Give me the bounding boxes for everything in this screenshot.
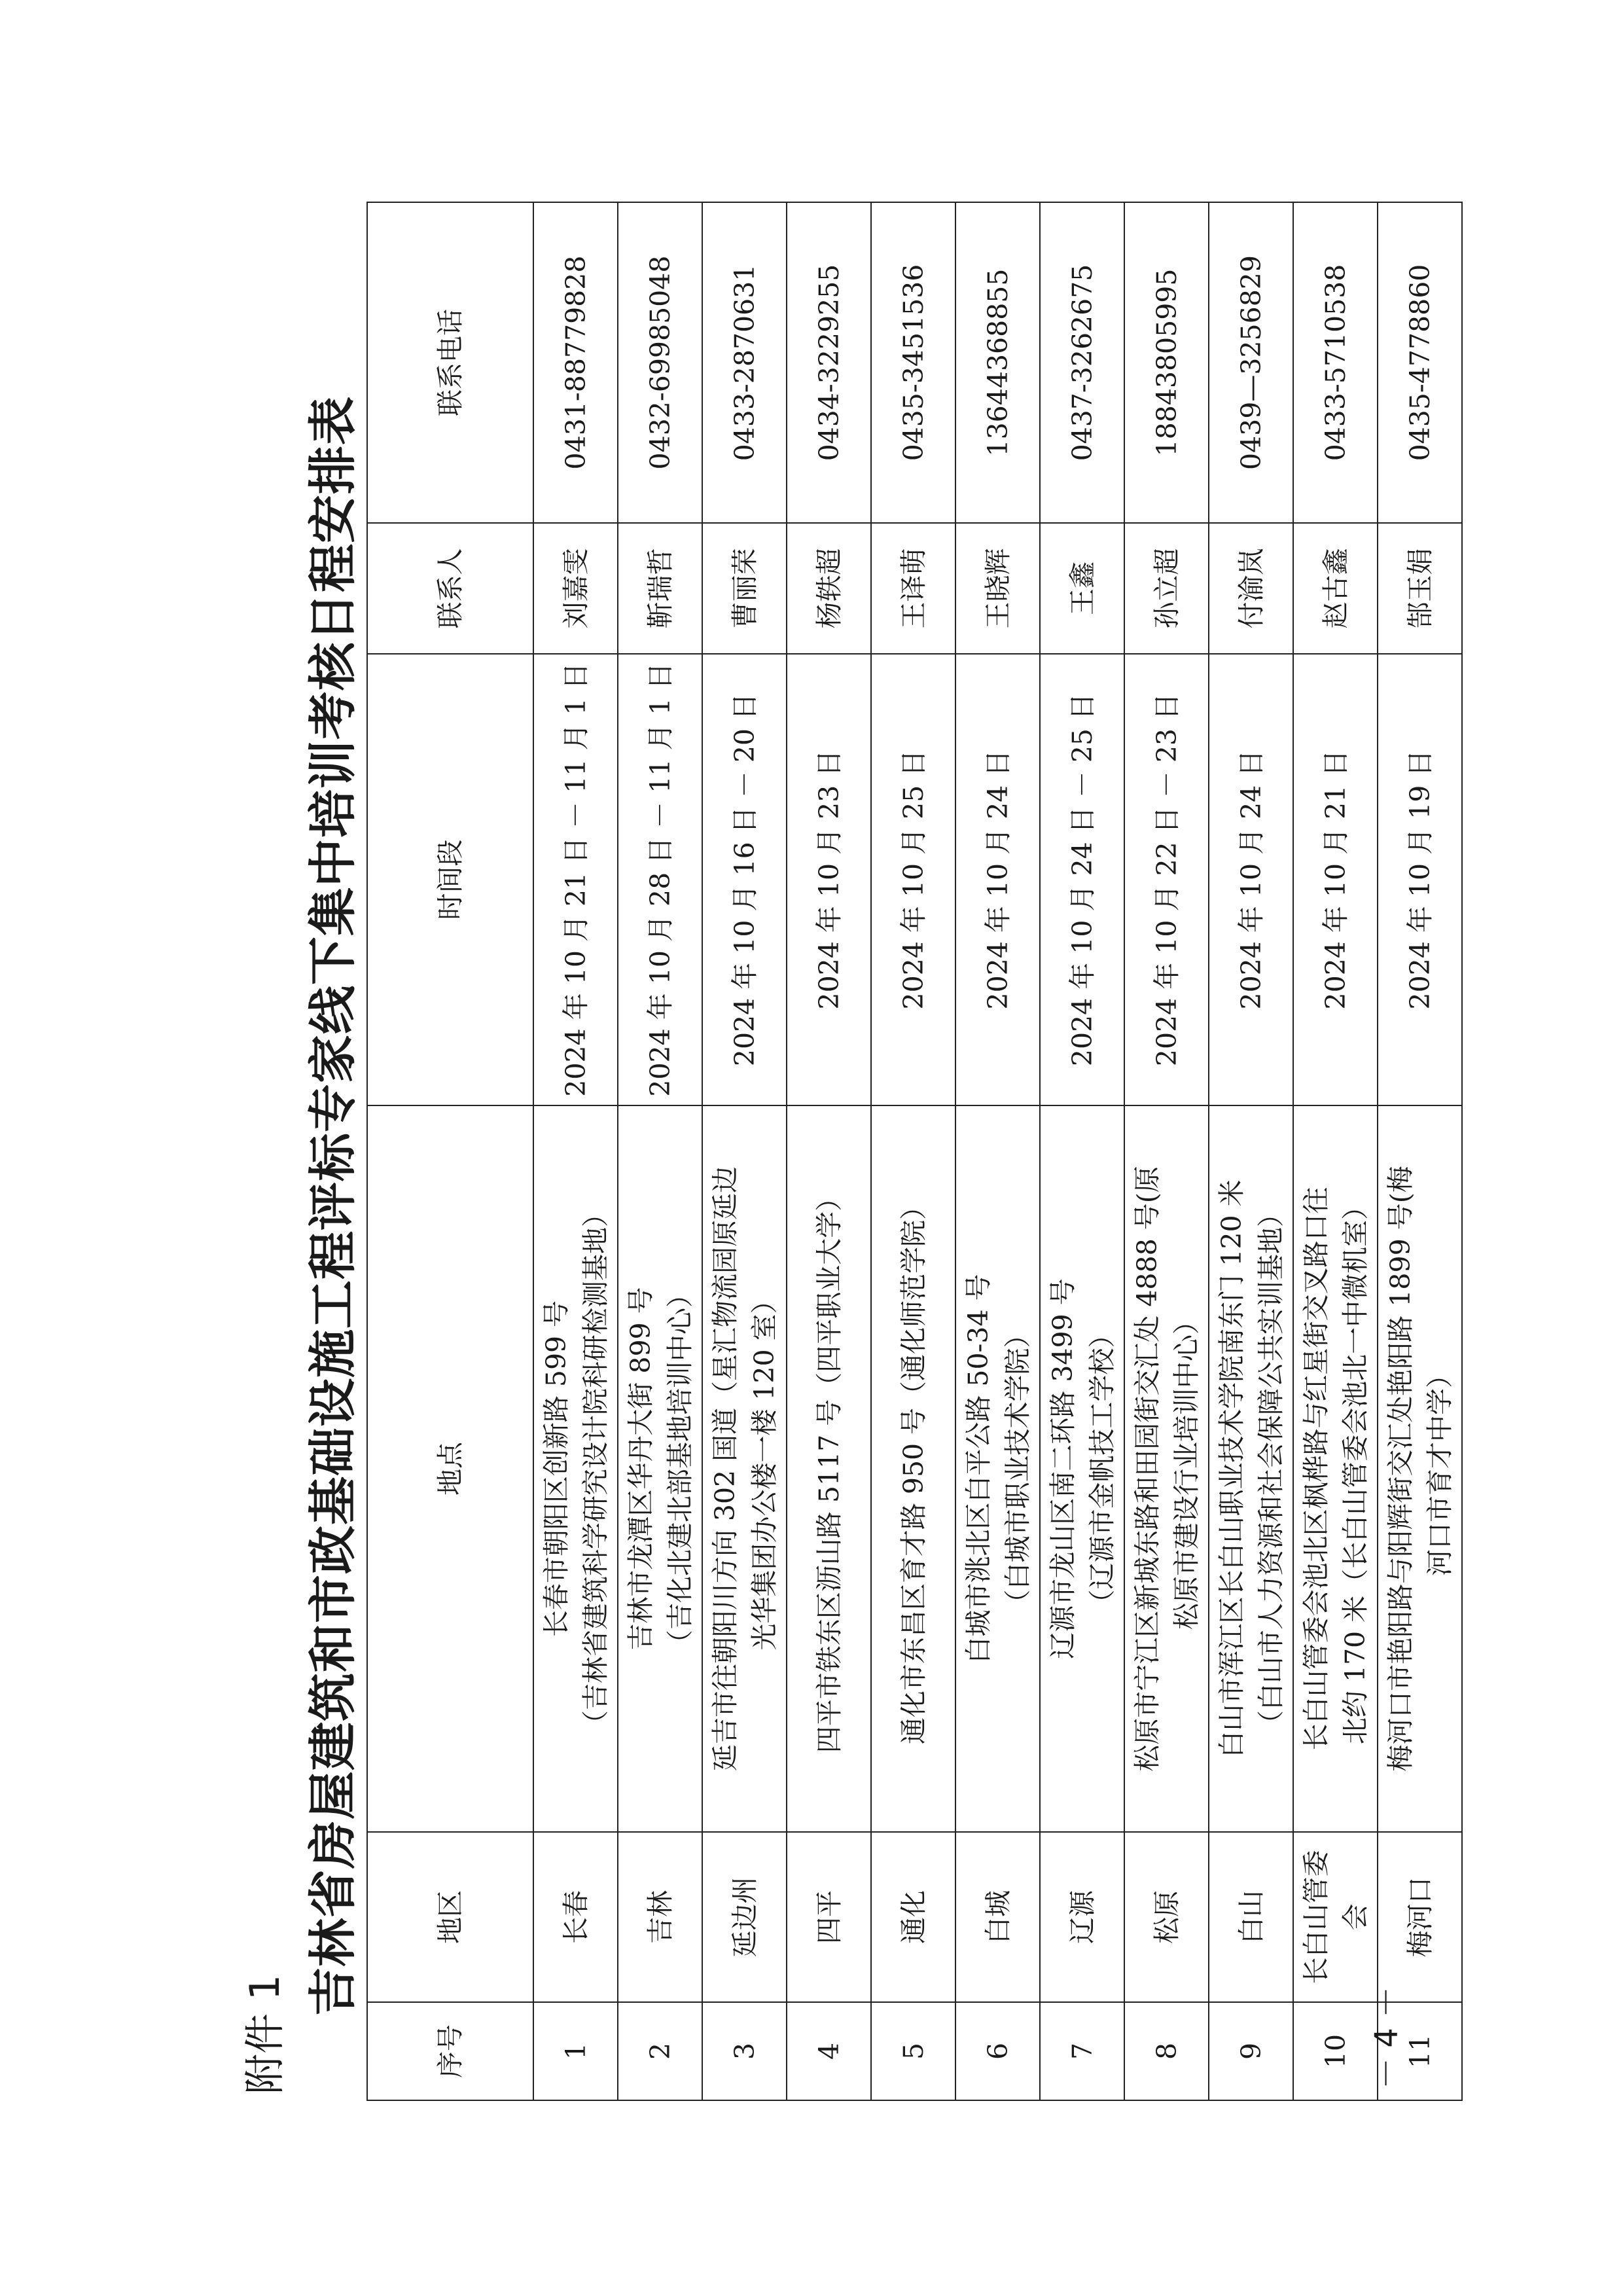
location-line-1: 梅河口市艳阳路与阳辉街交汇处艳阳路 1899 号(梅: [1384, 1166, 1416, 1772]
table-row: [1209, 202, 1293, 2100]
row-time: 2024 年 10 月 28 日 － 11 月 1 日: [618, 654, 702, 1105]
location-line-1: 长白山管委会池北区枫桦路与红星街交叉路口往: [1300, 1187, 1332, 1751]
table-row: [871, 202, 955, 2100]
row-contact: 赵古鑫: [1293, 523, 1378, 654]
header-index: 序号: [367, 2002, 533, 2100]
row-region: 辽源: [1040, 1832, 1124, 2002]
row-phone: 0433-2870631: [702, 202, 787, 523]
row-phone: 0435-4778860: [1378, 202, 1462, 523]
row-location: [1040, 1105, 1124, 1832]
row-phone: 0435-3451536: [871, 202, 955, 523]
page-number: － 4 －: [1368, 1986, 1405, 2089]
row-index: 1: [533, 2002, 618, 2100]
table-row: [702, 202, 787, 2100]
row-time: 2024 年 10 月 16 日 － 20 日: [702, 654, 787, 1105]
row-index: 6: [955, 2002, 1040, 2100]
row-phone: 13644368855: [955, 202, 1040, 523]
location-line-2: 河口市育才中学）: [1423, 1361, 1455, 1576]
row-location: [787, 1105, 871, 1832]
table-header-row: [367, 202, 533, 2100]
row-region: 长白山管委会: [1293, 1832, 1378, 2002]
header-contact: 联系人: [367, 523, 533, 654]
location-line-1: 长春市朝阳区创新路 599 号: [540, 1300, 572, 1638]
table-row: [1293, 202, 1378, 2100]
schedule-table: [366, 202, 1463, 2101]
location-line-2: （辽源市金帆技工学校）: [1086, 1321, 1118, 1617]
location-line-1: 通化市东昌区育才路 950 号（通化师范学院）: [897, 1193, 929, 1745]
row-location: [618, 1105, 702, 1832]
row-index: 7: [1040, 2002, 1124, 2100]
row-location: [702, 1105, 787, 1832]
row-index: 3: [702, 2002, 787, 2100]
row-contact: 付渝岚: [1209, 523, 1293, 654]
row-location: [533, 1105, 618, 1832]
table-row: [1040, 202, 1124, 2100]
row-contact: 王鑫: [1040, 523, 1124, 654]
row-phone: 0439—3256829: [1209, 202, 1293, 523]
table-row: [1378, 202, 1462, 2100]
location-line-1: 吉林市龙潭区华丹大街 899 号: [624, 1287, 656, 1651]
table-row: [533, 202, 618, 2100]
row-time: 2024 年 10 月 24 日 － 25 日: [1040, 654, 1124, 1105]
row-index: 5: [871, 2002, 955, 2100]
document-title: 吉林省房屋建筑和市政基础设施工程评标专家线下集中培训考核日程安排表: [305, 396, 361, 2016]
row-time: 2024 年 10 月 19 日: [1378, 654, 1462, 1105]
location-line-1: 辽源市龙山区南二环路 3499 号: [1046, 1278, 1079, 1659]
row-contact: 杨轶超: [787, 523, 871, 654]
table-row: [618, 202, 702, 2100]
row-time: 2024 年 10 月 24 日: [955, 654, 1040, 1105]
row-phone: 18843805995: [1124, 202, 1209, 523]
location-line-1: 松原市宁江区新城东路和田园街交汇处 4888 号(原: [1131, 1166, 1163, 1772]
location-line-2: 光华集团办公楼一楼 120 室）: [748, 1287, 780, 1651]
row-time: 2024 年 10 月 25 日: [871, 654, 955, 1105]
row-time: 2024 年 10 月 22 日 － 23 日: [1124, 654, 1209, 1105]
row-phone: 0433-5710538: [1293, 202, 1378, 523]
row-phone: 0432-69985048: [618, 202, 702, 523]
row-index: 11: [1378, 2002, 1462, 2100]
row-index: 4: [787, 2002, 871, 2100]
table-row: [955, 202, 1040, 2100]
row-region: 梅河口: [1378, 1832, 1462, 2002]
location-line-2: 北约 170 米（长白山管委会池北一中微机室）: [1339, 1193, 1371, 1745]
row-time: 2024 年 10 月 23 日: [787, 654, 871, 1105]
location-line-2: 松原市建设行业培训中心）: [1170, 1308, 1202, 1630]
header-time: 时间段: [367, 654, 533, 1105]
location-line-2: （白山市人力资源和社会保障公共实训基地）: [1255, 1200, 1287, 1737]
row-time: 2024 年 10 月 21 日: [1293, 654, 1378, 1105]
row-location: [1209, 1105, 1293, 1832]
row-region: 白城: [955, 1832, 1040, 2002]
row-index: 2: [618, 2002, 702, 2100]
row-region: 通化: [871, 1832, 955, 2002]
row-region: 四平: [787, 1832, 871, 2002]
row-region: 白山: [1209, 1832, 1293, 2002]
header-region: 地区: [367, 1832, 533, 2002]
row-location: [955, 1105, 1040, 1832]
row-region: 松原: [1124, 1832, 1209, 2002]
row-region: 长春: [533, 1832, 618, 2002]
location-line-1: 四平市铁东区沥山路 5117 号（四平职业大学）: [813, 1184, 845, 1753]
header-location: 地点: [367, 1105, 533, 1832]
row-phone: 0431-88779828: [533, 202, 618, 523]
row-contact: 王译萌: [871, 523, 955, 654]
row-phone: 0434-3229255: [787, 202, 871, 523]
row-region: 延边州: [702, 1832, 787, 2002]
row-index: 10: [1293, 2002, 1378, 2100]
row-contact: 靳瑞哲: [618, 523, 702, 654]
row-time: 2024 年 10 月 24 日: [1209, 654, 1293, 1105]
location-line-1: 延吉市往朝阳川方向 302 国道（星汇物流园原延边: [709, 1166, 741, 1772]
row-contact: 王晓辉: [955, 523, 1040, 654]
table-row: [1124, 202, 1209, 2100]
row-contact: 郜玉娟: [1378, 523, 1462, 654]
row-index: 8: [1124, 2002, 1209, 2100]
row-location: [1378, 1105, 1462, 1832]
location-line-2: （吉化北建北部基地培训中心）: [664, 1281, 696, 1657]
location-line-2: （吉林省建筑科学研究设计院科研检测基地）: [579, 1200, 611, 1737]
header-phone: 联系电话: [367, 202, 533, 523]
table-row: [787, 202, 871, 2100]
row-location: [1124, 1105, 1209, 1832]
row-contact: 刘嘉雯: [533, 523, 618, 654]
location-line-1: 白城市洮北区白平公路 50-34 号: [962, 1274, 994, 1664]
location-line-1: 白山市浑江区长白山职业技术学院南东门 120 米: [1215, 1179, 1247, 1758]
row-contact: 孙立超: [1124, 523, 1209, 654]
location-line-2: （白城市职业技术学院）: [1001, 1321, 1033, 1617]
row-contact: 曹丽荣: [702, 523, 787, 654]
rotated-page-content: [196, 183, 1455, 2094]
row-phone: 0437-3262675: [1040, 202, 1124, 523]
row-location: [1293, 1105, 1378, 1832]
row-region: 吉林: [618, 1832, 702, 2002]
row-time: 2024 年 10 月 21 日 － 11 月 1 日: [533, 654, 618, 1105]
row-location: [871, 1105, 955, 1832]
attachment-label: 附件 1: [241, 1974, 289, 2094]
row-index: 9: [1209, 2002, 1293, 2100]
